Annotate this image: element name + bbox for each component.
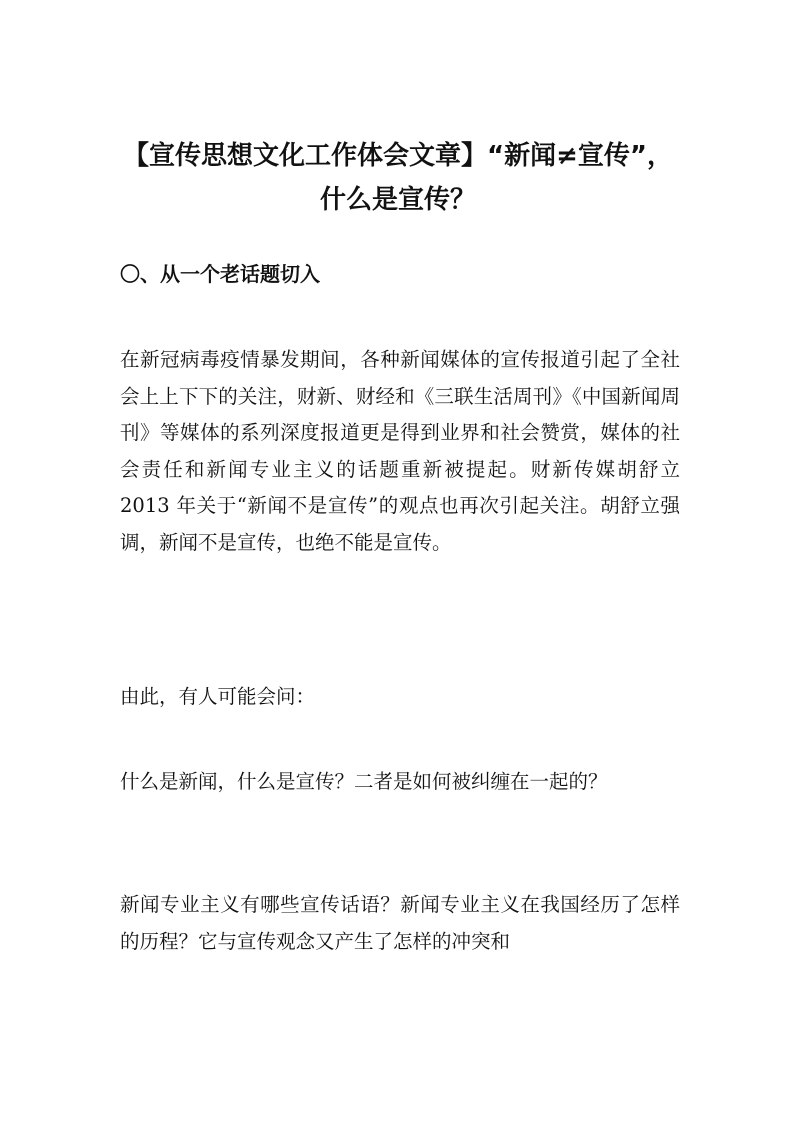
body-paragraph: 在新冠病毒疫情暴发期间，各种新闻媒体的宣传报道引起了全社会上上下下的关注，财新、财经和《三联生活周刊》《中国新闻周刊》等媒体的系列深度报道更是得到业界和社会赞赏，媒体的社会责任和新闻专业主义的话题重新被提起。财新传媒胡舒立 2013 年关于“新闻不是宣传”的观点也再次引起关注。胡舒立强调，新闻不是宣传，也绝不能是宣传。 xyxy=(120,348,680,554)
section-heading: 〇、从一个老话题切入 xyxy=(120,262,320,286)
body-paragraph: 新闻专业主义有哪些宣传话语？新闻专业主义在我国经历了怎样的历程？它与宣传观念又产生了怎样的冲突和 xyxy=(120,893,680,953)
body-paragraph: 什么是新闻，什么是宣传？二者是如何被纠缠在一起的？ xyxy=(120,770,608,793)
body-paragraph: 由此，有人可能会问： xyxy=(120,685,316,708)
document-title: 【宣传思想文化工作体会文章】“新闻≠宣传”，什么是宣传？ xyxy=(123,141,673,215)
